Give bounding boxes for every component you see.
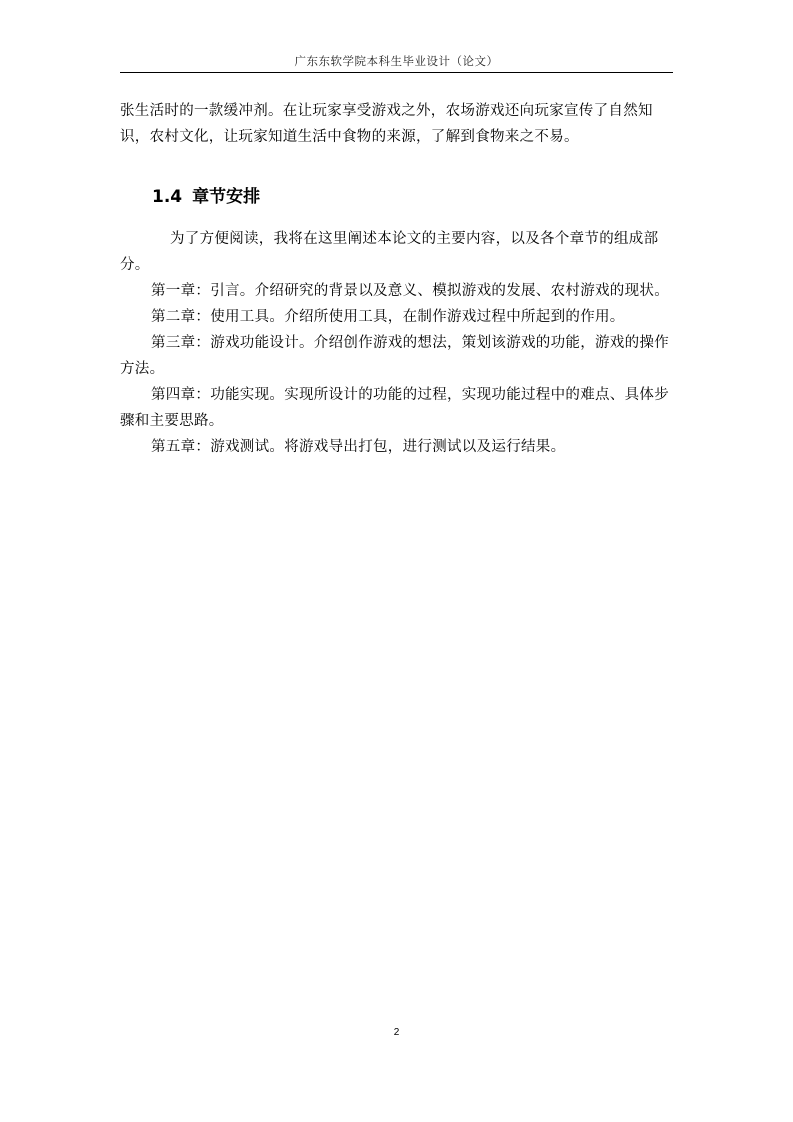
paragraph-chapter-5: 第五章：游戏测试。将游戏导出打包，进行测试以及运行结果。 — [151, 439, 566, 455]
section-number: 1.4 — [152, 187, 183, 207]
page-header: 广东东软学院本科生毕业设计（论文） — [294, 54, 499, 68]
paragraph-chapter-2: 第二章：使用工具。介绍所使用工具，在制作游戏过程中所起到的作用。 — [151, 309, 625, 325]
paragraph: 张生活时的一款缓冲剂。在让玩家享受游戏之外，农场游戏还向玩家宣传了自然知识，农村文化，让玩家知道生活中食物的来源，了解到食物来之不易。 — [120, 103, 653, 145]
paragraph-chapter-3: 第三章：游戏功能设计。介绍创作游戏的想法，策划该游戏的功能，游戏的操作方法。 — [120, 335, 669, 377]
header-divider — [120, 72, 673, 73]
paragraph-intro: 为了方便阅读，我将在这里阐述本论文的主要内容，以及各个章节的组成部分。 — [120, 231, 659, 273]
paragraph-chapter-4: 第四章：功能实现。实现所设计的功能的过程，实现功能过程中的难点、具体步骤和主要思路。 — [120, 387, 669, 429]
section-heading — [152, 184, 260, 210]
page-number: 2 — [393, 1027, 400, 1038]
chapter-arrangement-body — [120, 226, 673, 460]
paragraph-chapter-1: 第一章：引言。介绍研究的背景以及意义、模拟游戏的发展、农村游戏的现状。 — [151, 283, 669, 299]
continued-paragraph — [120, 98, 673, 150]
section-title: 章节安排 — [192, 187, 261, 207]
